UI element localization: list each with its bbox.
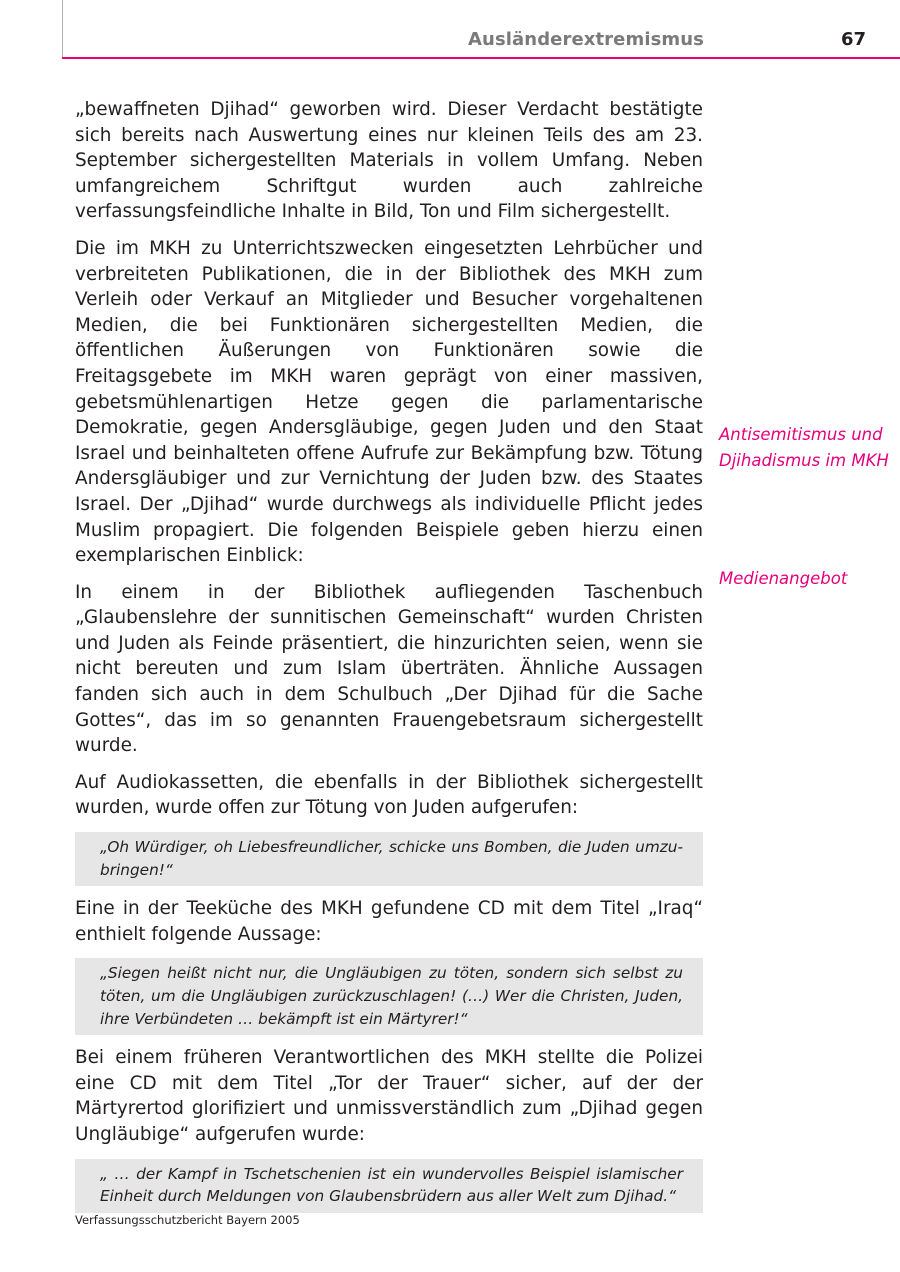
paragraph-taschenbuch: In einem in der Bibliothek aufliegenden Taschenbuch „Glaubenslehre der sunnitischen Gemeinschaft“ wurden Christen und Juden als Feinde präsentiert, die hinzurichten seien, wenn sie nicht bereuten und zum Islam überträten. Ähnliche Aussagen fanden sich auch in dem Schulbuch „Der Djihad für die Sache Gottes“, das im so genannten Frauengebetsraum sichergestellt wurde. [75, 581, 703, 757]
quote-box-bombs: „Oh Würdiger, oh Liebesfreundlicher, schicke uns Bomben, die Juden umzubringen!“ [75, 832, 703, 886]
paragraph-cd-iraq: Eine in der Teeküche des MKH gefundene CD mit dem Titel „Iraq“ enthielt folgende Aussage: [75, 898, 703, 945]
page-header [62, 26, 900, 59]
quote-box-siegen: „Siegen heißt nicht nur, die Ungläubigen zu töten, sondern sich selbst zu töten, um die Ungläubigen zurückzuschlagen! (…) Wer die Christen, Juden, ihre Verbündeten … bekämpft ist ein Märtyrer!“ [75, 958, 703, 1035]
paragraph-cd-tor-der-trauer: Bei einem früheren Verantwortlichen des MKH stellte die Polizei eine CD mit dem Titel „Tor der Trauer“ sicher, auf der der Märtyrertod glorifiziert und unmissverständlich zum „Djihad gegen Ungläubige“ aufgerufen wurde: [75, 1047, 703, 1145]
paragraph-audiokassetten: Auf Audiokassetten, die ebenfalls in der Bibliothek sichergestellt wurden, wurde offen zur Tötung von Juden aufgerufen: [75, 771, 703, 819]
quote-box-tschetschenien: „ … der Kampf in Tschetschenien ist ein wundervolles Beispiel islamischer Einheit durch Meldungen von Glaubensbrüdern aus aller Welt zum Djihad.“ [75, 1159, 703, 1213]
margin-note-medienangebot: Medienangebot [719, 569, 848, 588]
paragraph-intro: „bewaffneten Djihad“ geworben wird. Dieser Verdacht bestätigte sich bereits nach Auswertung eines nur kleinen Teils des am 23. September sichergestellten Materials in vollem Umfang. Neben umfangreichem Schriftgut wurden auch zahlreiche verfassungsfeindliche Inhalte in Bild, Ton und Film sichergestellt. [75, 99, 703, 223]
body-column [75, 97, 703, 1223]
page-footer: Verfassungsschutzbericht Bayern 2005 [75, 1213, 300, 1227]
paragraph-mkh-publications: Die im MKH zu Unterrichtszwecken eingesetzten Lehrbücher und verbreiteten Publikationen, die in der Bibliothek des MKH zum Verleih oder Verkauf an Mitglieder und Besucher vorgehaltenen Medien, die bei Funktionären sichergestellten Medien, die öffentlichen Äußerungen von Funktionären sowie die Freitagsgebete im MKH waren geprägt von einer massiven, gebetsmühlenartigen Hetze gegen die parlamentarische Demokratie, gegen Andersgläubige, gegen Juden und den Staat Israel und beinhalteten offene Aufrufe zur Bekämpfung bzw. Tötung Andersgläubiger und zur Vernichtung der Juden bzw. des Staates Israel. Der „Djihad“ wurde durchwegs als individuelle Pflicht jedes Muslim propagiert. Die folgenden Beispiele geben hierzu einen exemplarischen Einblick: [75, 237, 703, 567]
running-head-title: Ausländerextremismus [468, 29, 704, 50]
page-number: 67 [840, 29, 866, 50]
margin-note-antisemitismus: Antisemitismus und Djihadismus im MKH [719, 425, 889, 470]
